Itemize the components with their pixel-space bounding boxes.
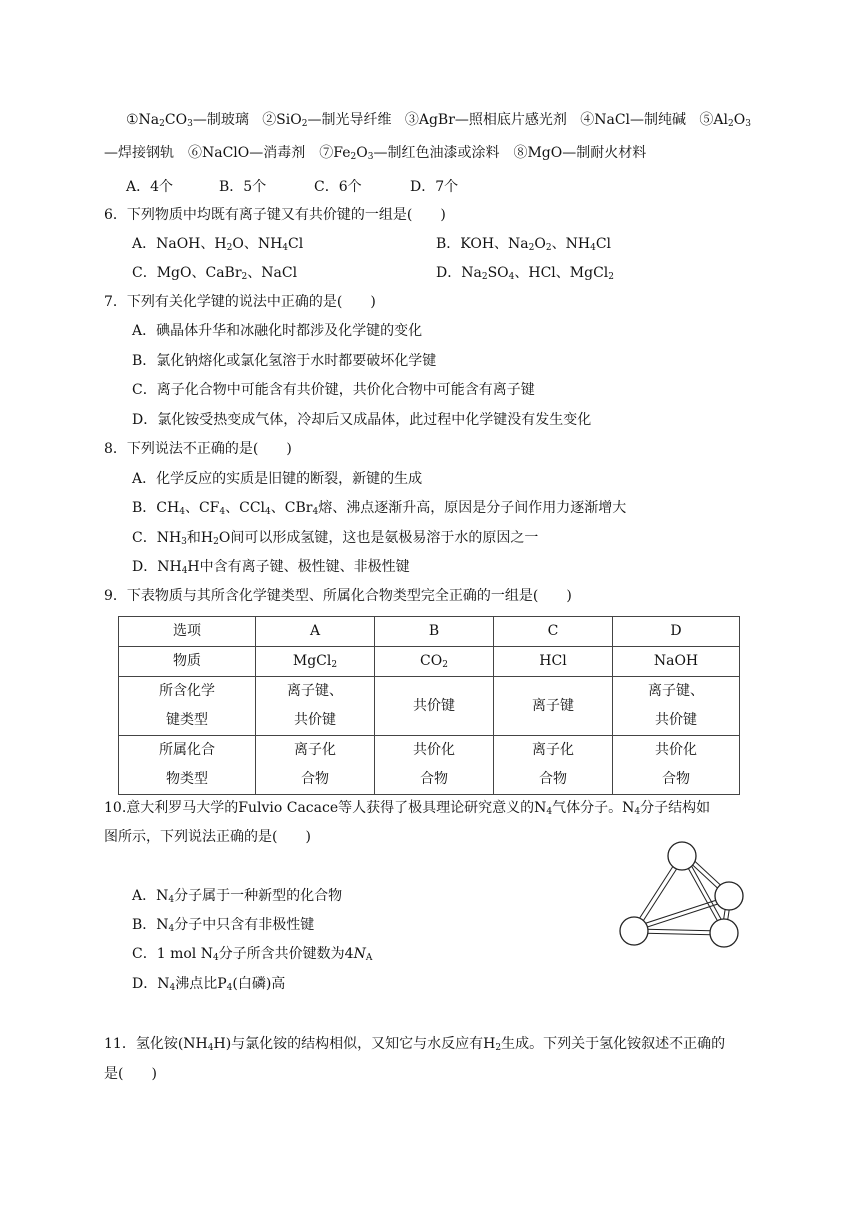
table-cell: 离子键、 共价键 [256, 677, 375, 736]
table-cell: 物质 [119, 647, 256, 677]
n4-molecule-diagram [612, 835, 757, 955]
q11-stem-line1: 11．氢化铵$(NH_4H)$与氯化铵的结构相似，又知它与水反应有$H_2$生成。下列关于氢化铵叙述不正确的 [104, 1036, 726, 1053]
table-cell: HCl [494, 647, 613, 677]
table-cell: 离子化 合物 [256, 736, 375, 795]
q8-option-a: A．化学反应的实质是旧键的断裂，新键的生成 [132, 471, 423, 487]
q8-stem: 8．下列说法不正确的是( ) [104, 441, 292, 457]
table-cell: 共价键 [375, 677, 494, 736]
q5-item-4: ④NaCl—制纯碱 [580, 112, 687, 128]
q8-option-d: D．$NH_4H$中含有离子键、极性键、非极性键 [132, 559, 410, 576]
table-cell: $CO_2$ [375, 647, 494, 677]
table-cell: A [256, 617, 375, 647]
q6-stem: 6．下列物质中均既有离子键又有共价键的一组是( ) [104, 207, 446, 223]
n-atom [668, 842, 696, 870]
q5-items-line2: —焊接钢轨 ⑥NaClO—消毒剂 $⑦Fe_2O_3—$制红色油漆或涂料 ⑧MgO—制耐火材料 [104, 145, 647, 162]
q10-stem-line1: 10.意大利罗马大学的Fulvio Cacace等人获得了极具理论研究意义的$N_4$气体分子。$N_4$分子结构如 [104, 800, 711, 817]
q5-item-1: $①Na_2CO_3—$制玻璃 [126, 112, 249, 129]
q5-option-d: D．7个 [410, 179, 459, 195]
q7-option-c: C．离子化合物中可能含有共价键，共价化合物中可能含有离子键 [132, 382, 535, 398]
q10-option-a: A．$N_4$分子属于一种新型的化合物 [132, 888, 343, 905]
q5-items-line1 [126, 110, 751, 130]
table-cell: 所属化合 物类型 [119, 736, 256, 795]
q11-stem-line2: 是( ) [104, 1066, 157, 1082]
q9-table [118, 616, 740, 795]
q6-option-c: C．MgO、CaBr$_2$、NaCl [132, 265, 298, 282]
q7-option-b: B．氯化钠熔化或氯化氢溶于水时都要破坏化学键 [132, 353, 437, 369]
q5-option-b: B．5个 [219, 179, 267, 195]
n-atom [620, 917, 648, 945]
q7-option-a: A．碘晶体升华和冰融化时都涉及化学键的变化 [132, 323, 423, 339]
q10-option-c: C．1 mol $N_4$分子所含共价键数为$4N_A$ [132, 946, 373, 963]
n-atom [715, 882, 743, 910]
table-cell: 共价化 合物 [613, 736, 740, 795]
q5-option-c: C．6个 [314, 179, 362, 195]
q9-stem: 9．下表物质与其所含化学键类型、所属化合物类型完全正确的一组是( ) [104, 588, 572, 604]
q6-option-a: A．NaOH、$H_2O$、$NH_4Cl$ [132, 236, 304, 253]
q5-item-2: ②SiO$_2$—制光导纤维 [262, 112, 392, 129]
q6-option-b: B．KOH、$Na_2O_2$、$NH_4Cl$ [436, 236, 612, 253]
q8-option-b: B．$CH_4$、$CF_4$、CCl$_4$、CBr$_4$熔、沸点逐渐升高，原因是分子间作用力逐渐增大 [132, 500, 627, 517]
table-cell: C [494, 617, 613, 647]
table-cell: 离子键 [494, 677, 613, 736]
table-row [119, 736, 740, 795]
q7-option-d: D．氯化铵受热变成气体，冷却后又成晶体，此过程中化学键没有发生变化 [132, 412, 592, 428]
n-atom [710, 919, 738, 947]
q5-option-a: A．4个 [126, 179, 174, 195]
q8-option-c: C．$NH_3$和$H_2O$间可以形成氢键，这也是氨极易溶于水的原因之一 [132, 530, 539, 547]
table-cell: 共价化 合物 [375, 736, 494, 795]
q10-option-b: B．$N_4$分子中只含有非极性键 [132, 917, 315, 934]
q6-option-d: D．$Na_2SO_4$、HCl、MgCl$_2$ [436, 265, 614, 282]
table-cell: 离子化 合物 [494, 736, 613, 795]
table-cell: NaOH [613, 647, 740, 677]
table-cell: D [613, 617, 740, 647]
table-cell: 离子键、 共价键 [613, 677, 740, 736]
table-cell: MgCl$_2$ [256, 647, 375, 677]
table-row [119, 677, 740, 736]
q10-option-d: D．$N_4$沸点比$P_4$(白磷)高 [132, 976, 286, 993]
q7-stem: 7．下列有关化学键的说法中正确的是( ) [104, 294, 376, 310]
q10-stem-line2: 图所示，下列说法正确的是( ) [104, 829, 311, 845]
table-row [119, 617, 740, 647]
q5-item-5: $⑤Al_2O_3$ [699, 112, 751, 129]
table-cell: 所含化学 键类型 [119, 677, 256, 736]
table-cell: B [375, 617, 494, 647]
table-row [119, 647, 740, 677]
table-cell: 选项 [119, 617, 256, 647]
q5-item-3: ③AgBr—照相底片感光剂 [404, 112, 567, 128]
